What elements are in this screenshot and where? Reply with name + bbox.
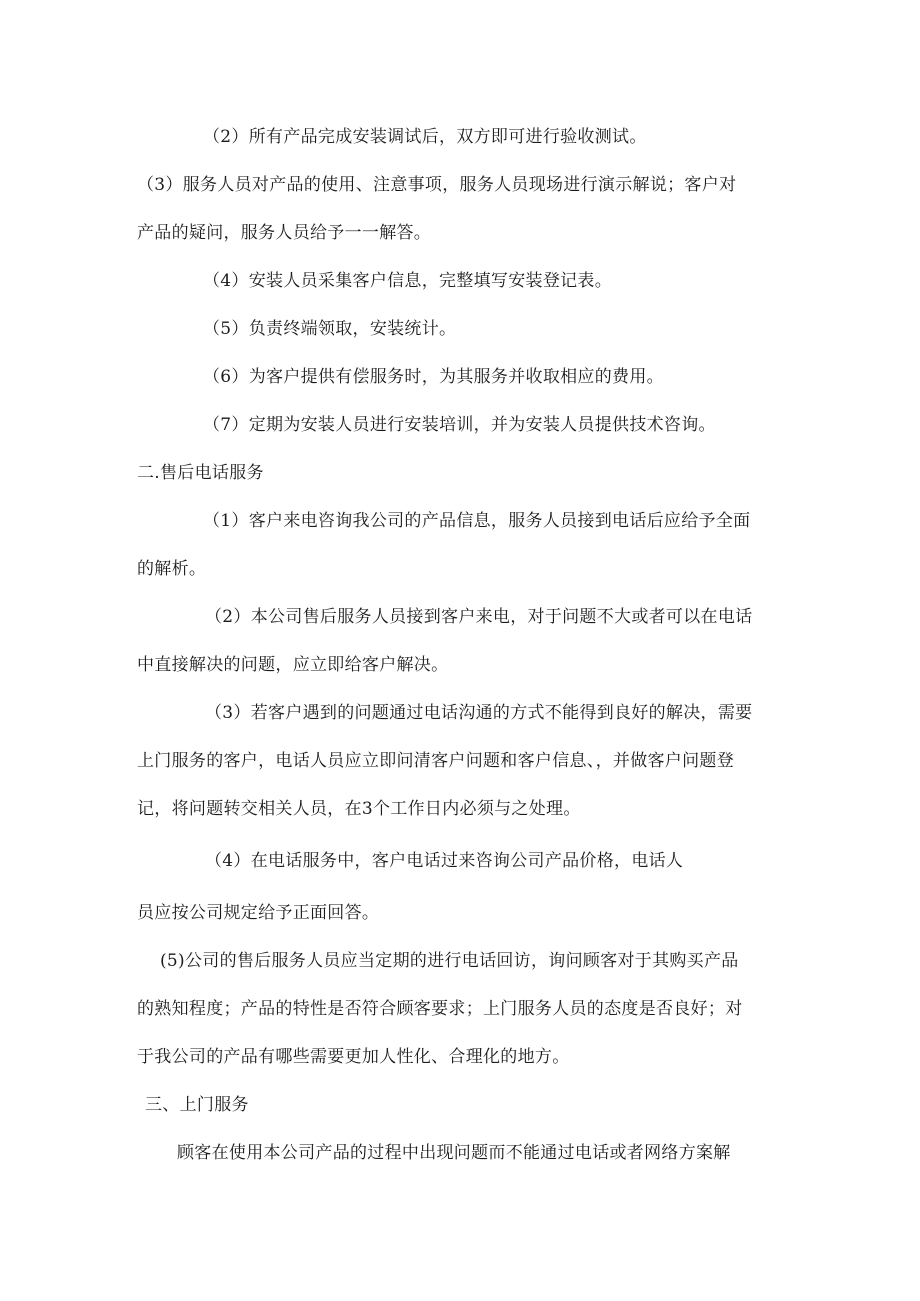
item-4-text: （4）安装人员采集客户信息，完整填写安装登记表。 (203, 271, 613, 291)
phone-item-1-line-2: 的解析。 (137, 559, 207, 579)
item-3-text-line-1: （3）服务人员对产品的使用、注意事项，服务人员现场进行演示解说；客户对 (137, 175, 737, 195)
phone-item-5-line-1: (5)公司的售后服务人员应当定期的进行电话回访，询问顾客对于其购买产品 (160, 951, 739, 971)
item-7-text: （7）定期为安装人员进行安装培训，并为安装人员提供技术咨询。 (203, 415, 716, 435)
item-5-text: （5）负责终端领取，安装统计。 (203, 319, 457, 339)
phone-item-4-line-2: 员应按公司规定给予正面回答。 (137, 903, 380, 923)
item-6-text: （6）为客户提供有偿服务时，为其服务并收取相应的费用。 (203, 367, 664, 387)
item-2-text: （2）所有产品完成安装调试后，双方即可进行验收测试。 (203, 127, 647, 147)
phone-item-5-line-3: 于我公司的产品有哪些需要更加人性化、合理化的地方。 (137, 1047, 570, 1067)
phone-item-2-line-1: （2）本公司售后服务人员接到客户来电，对于问题不大或者可以在电话 (205, 607, 753, 627)
section-heading-onsite-service: 三、上门服务 (145, 1095, 249, 1115)
phone-item-3-line-1: （3）若客户遇到的问题通过电话沟通的方式不能得到良好的解决，需要 (205, 703, 753, 723)
onsite-paragraph-line-1: 顾客在使用本公司产品的过程中出现问题而不能通过电话或者网络方案解 (177, 1143, 731, 1163)
phone-item-4-line-1: （4）在电话服务中，客户电话过来咨询公司产品价格，电话人 (205, 851, 684, 871)
phone-item-1-line-1: （1）客户来电咨询我公司的产品信息，服务人员接到电话后应给予全面 (203, 511, 751, 531)
item-3-text-line-2: 产品的疑问，服务人员给予一一解答。 (137, 223, 432, 243)
phone-item-3-line-3: 记，将问题转交相关人员，在3个工作日内必须与之处理。 (137, 799, 581, 819)
phone-item-3-line-2: 上门服务的客户，电话人员应立即问清客户问题和客户信息、，并做客户问题登 (137, 751, 734, 771)
section-heading-phone-service: 二.售后电话服务 (137, 463, 264, 483)
phone-item-5-line-2: 的熟知程度；产品的特性是否符合顾客要求；上门服务人员的态度是否良好；对 (137, 999, 743, 1019)
phone-item-2-line-2: 中直接解决的问题，应立即给客户解决。 (137, 655, 449, 675)
